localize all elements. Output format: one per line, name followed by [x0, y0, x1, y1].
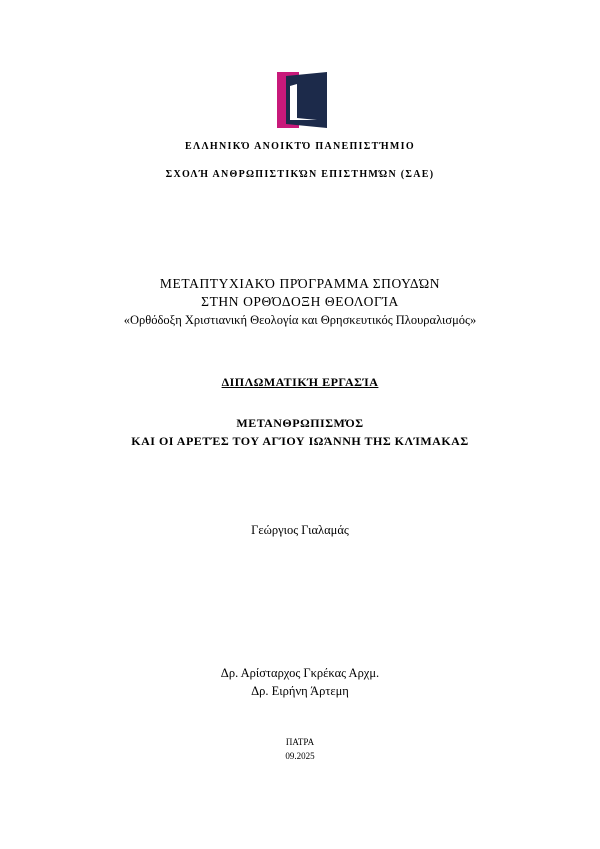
author-name: Γεώργιος Γιαλαμάς	[251, 523, 349, 537]
document-type: ΔΙΠΛΩΜΑΤΙΚΉ ΕΡΓΑΣΊΑ	[221, 375, 379, 389]
university-logo	[277, 72, 327, 128]
footer-city: ΠΑΤΡΑ	[285, 737, 315, 747]
program-line-2: ΣΤΗΝ ΟΡΘΌΔΟΞΗ ΘΕΟΛΟΓΊΑ	[201, 294, 399, 309]
supervisor-1: Δρ. Αρίσταρχος Γκρέκας Αρχμ.	[220, 666, 380, 680]
school-name: ΣΧΟΛΉ ΑΝΘΡΩΠΙΣΤΙΚΏΝ ΕΠΙΣΤΗΜΏΝ (ΣΑΕ)	[165, 169, 435, 180]
footer-date: 09.2025	[285, 751, 315, 761]
thesis-title-line-2: ΚΑΙ ΟΙ ΑΡΕΤΈΣ ΤΟΥ ΑΓΊΟΥ ΙΩΆΝΝΗ ΤΗΣ ΚΛΊΜΑΚΑΣ	[131, 434, 469, 448]
supervisor-2: Δρ. Ειρήνη Άρτεμη	[251, 684, 349, 698]
thesis-title-line-1: ΜΕΤΑΝΘΡΩΠΙΣΜΌΣ	[236, 416, 364, 430]
program-line-3: «Ορθόδοξη Χριστιανική Θεολογία και Θρησκευτικός Πλουραλισμός»	[123, 313, 477, 327]
program-line-1: ΜΕΤΑΠΤΥΧΙΑΚΌ ΠΡΌΓΡΑΜΜΑ ΣΠΟΥΔΏΝ	[159, 276, 441, 291]
university-name: ΕΛΛΗΝΙΚΌ ΑΝΟΙΚΤΌ ΠΑΝΕΠΙΣΤΉΜΙΟ	[185, 141, 415, 152]
document-type-wrap	[0, 373, 600, 391]
